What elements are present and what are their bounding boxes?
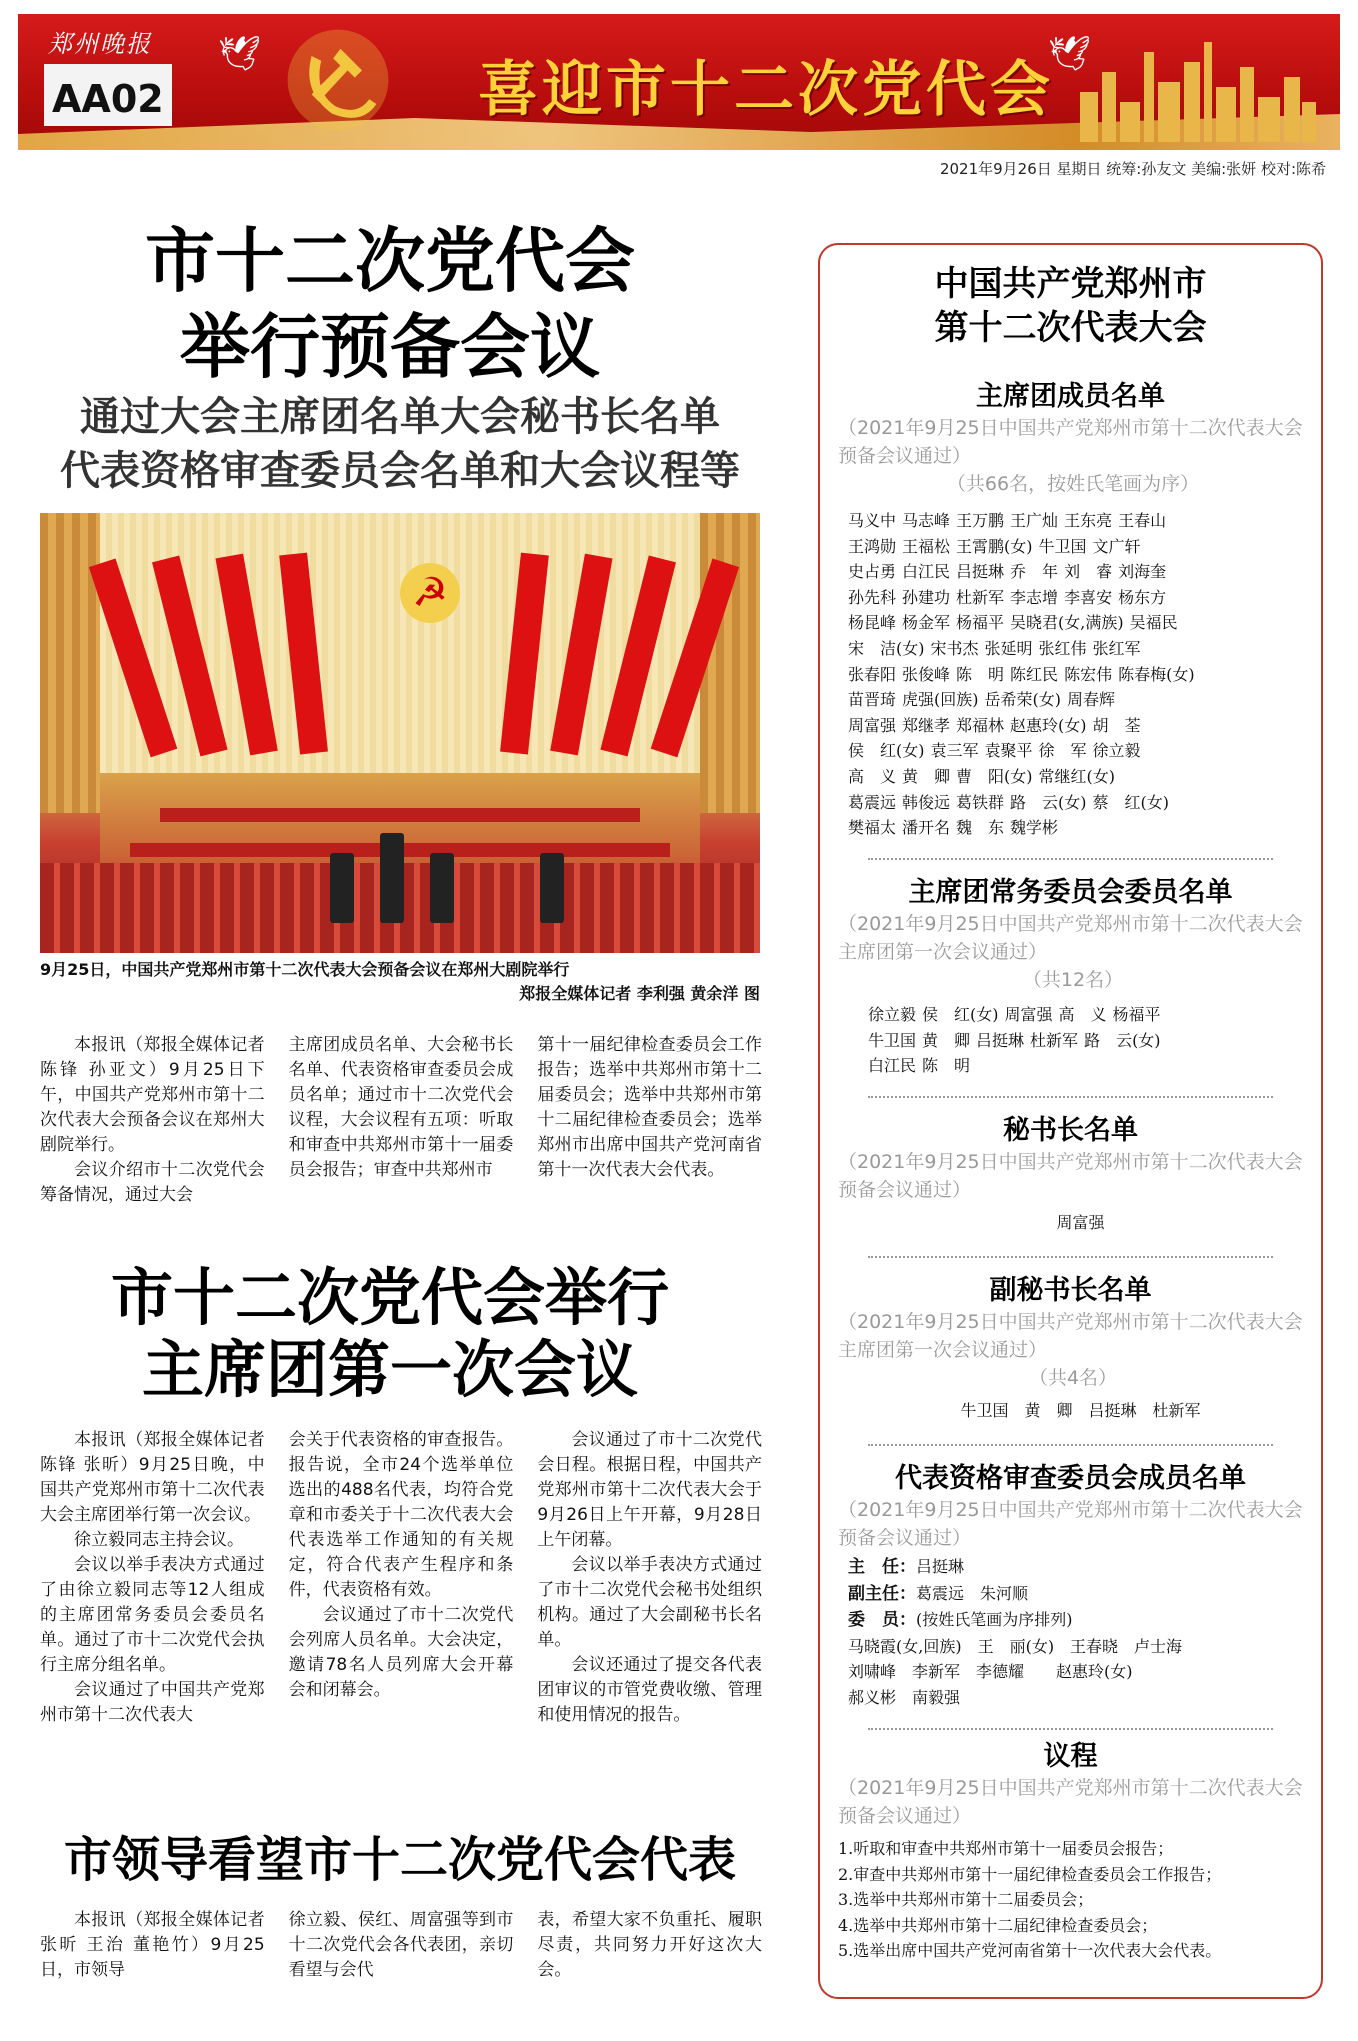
photo-caption <box>40 958 760 1006</box>
article2-para: 会关于代表资格的审查报告。报告说，全市24个选举单位选出的488名代表，均符合党章和市委关于十二次代表大会代表选举工作通知的有关规定，符合代表产生程序和条件，代表资格有效。 <box>288 1430 514 1600</box>
article1-body <box>40 1033 762 1213</box>
sidebar-title <box>818 262 1323 350</box>
deputy-director-label: 副主任： <box>848 1583 916 1604</box>
article1-title-line1: 市十二次党代会 <box>145 219 635 302</box>
article2-para: 会议通过了市十二次党代会列席人员名单。大会决定，邀请78名人员列席大会开幕会和闭幕会。 <box>288 1605 514 1700</box>
person-name: 周春辉 <box>1067 690 1116 710</box>
person-name: 张红伟 <box>1038 638 1087 658</box>
person-name: 侯 红(女) <box>848 741 925 761</box>
header-banner <box>18 14 1340 150</box>
person-name: 陈红民 <box>1010 664 1059 684</box>
name-row <box>848 662 1313 688</box>
photo-credit: 郑报全媒体记者 李利强 黄余洋 图 <box>519 984 760 1003</box>
person-name: 牛卫国 <box>1038 536 1087 556</box>
person-name: 张春阳 <box>848 664 897 684</box>
article2-col3 <box>537 1428 762 1768</box>
agenda-item: 4.选举中共郑州市第十二届纪律检查委员会； <box>838 1915 1158 1935</box>
credentials-list <box>848 1554 1318 1711</box>
deputy-note: （2021年9月25日中国共产党郑州市第十二次代表大会主席团第一次会议通过） <box>838 1311 1303 1361</box>
agenda-title: 议程 <box>1043 1741 1098 1772</box>
name-row <box>848 738 1313 764</box>
presidium-note: （2021年9月25日中国共产党郑州市第十二次代表大会预备会议通过） <box>838 417 1303 467</box>
person-name: 袁三军 <box>930 741 979 761</box>
page-code-prefix: A <box>52 77 82 121</box>
agenda-list <box>838 1836 1318 1964</box>
standing-count: （共12名） <box>1022 969 1124 991</box>
person-name: 徐 军 <box>1038 741 1087 761</box>
name-row <box>848 636 1313 662</box>
person-name: 葛震远 <box>848 792 897 812</box>
sidebar-title-line1: 中国共产党郑州市 <box>934 264 1207 304</box>
members-names: 郝义彬 南毅强 <box>848 1687 961 1707</box>
person-name: 李喜安 <box>1064 587 1113 607</box>
person-name: 刘海奎 <box>1118 562 1167 582</box>
person-name: 孙建功 <box>902 587 951 607</box>
page-code-number: A02 <box>81 77 164 121</box>
person-name: 杨昆峰 <box>848 613 897 633</box>
person-name: 史占勇 <box>848 562 897 582</box>
person-name: 孙先科 <box>848 587 897 607</box>
banner-headline: 喜迎市十二次党代会 <box>478 55 1054 125</box>
article1-para: 主席团成员名单、大会秘书长名单、代表资格审查委员会成员名单；通过市十二次党代会议程，大会议程有五项：听取和审查中共郑州市第十一届委员会报告；审查中共郑州市 <box>288 1035 514 1180</box>
name-row <box>848 713 1313 739</box>
article2-para: 会议通过了市十二次党代会日程。根据日程，中国共产党郑州市第十二次代表大会于9月26日上午开幕，9月28日上午闭幕。 <box>537 1430 763 1550</box>
person-name: 陈 明 <box>956 664 1005 684</box>
article3-para: 本报讯（郑报全媒体记者 张昕 王治 董艳竹）9月25日，市领导 <box>40 1910 265 1980</box>
person-name: 乔 年 <box>1010 562 1059 582</box>
person-name: 杜新军 <box>1030 1030 1079 1050</box>
person-name: 吴福民 <box>1129 613 1178 633</box>
article1-col1 <box>40 1033 265 1213</box>
person-name: 宋书杰 <box>930 638 979 658</box>
person-name: 王东亮 <box>1064 511 1113 530</box>
meeting-hall-photo <box>40 513 760 953</box>
secretary-name: 周富强 <box>1056 1213 1105 1232</box>
article2-title-line2: 主席团第一次会议 <box>141 1333 638 1406</box>
person-name: 文广轩 <box>1092 536 1141 556</box>
page-code <box>44 64 172 126</box>
standing-note: （2021年9月25日中国共产党郑州市第十二次代表大会主席团第一次会议通过） <box>838 913 1303 963</box>
camera-icon <box>380 833 404 923</box>
name-row <box>848 790 1313 816</box>
person-name: 王万鹏 <box>956 511 1005 530</box>
person-name: 葛铁群 <box>956 792 1005 812</box>
director-name: 吕挺琳 <box>916 1557 965 1576</box>
article3-col2 <box>289 1908 514 1988</box>
person-name: 王福松 <box>902 536 951 556</box>
agenda-item: 3.选举中共郑州市第十二届委员会； <box>838 1890 1094 1910</box>
credentials-director-row <box>848 1554 1318 1581</box>
person-name: 曹 阳(女) <box>956 766 1033 786</box>
article1-subtitle-line2: 代表资格审查委员会名单和大会议程等 <box>60 448 740 494</box>
person-name: 徐立毅 <box>868 1005 917 1024</box>
person-name: 黄 卿 <box>922 1030 971 1050</box>
party-emblem-icon <box>278 20 398 140</box>
person-name: 胡 荃 <box>1092 715 1141 735</box>
person-name: 韩俊远 <box>902 792 951 812</box>
photo-caption-text: 9月25日，中国共产党郑州市第十二次代表大会预备会议在郑州大剧院举行 <box>40 960 570 979</box>
person-name: 杨金军 <box>902 613 951 633</box>
person-name: 陈春梅(女) <box>1118 664 1195 684</box>
article3-body <box>40 1908 762 1988</box>
article1-para: 会议介绍市十二次党代会筹备情况，通过大会 <box>40 1160 265 1205</box>
person-name: 苗晋琦 <box>848 690 897 710</box>
members-names: 马晓霞(女,回族) 王 丽(女) 王春晓 卢士海 <box>848 1636 1183 1656</box>
person-name: 陈 明 <box>922 1056 971 1076</box>
credentials-title: 代表资格审查委员会成员名单 <box>895 1463 1246 1494</box>
person-name: 陈宏伟 <box>1064 664 1113 684</box>
article2-para: 会议通过了中国共产党郑州市第十二次代表大 <box>40 1680 265 1725</box>
person-name: 路 云(女) <box>1010 792 1087 812</box>
person-name: 杨福平 <box>956 613 1005 633</box>
article1-para: 第十一届纪律检查委员会工作报告；选举中共郑州市第十二届委员会；选举中共郑州市第十二届纪律检查委员会；选举郑州市出席中国共产党河南省第十一次代表大会代表。 <box>537 1035 763 1180</box>
section-divider <box>868 1728 1273 1730</box>
deputy-title: 副秘书长名单 <box>989 1275 1152 1306</box>
name-row <box>868 1028 1333 1054</box>
deputy-director-names: 葛震远 朱河顺 <box>916 1583 1029 1603</box>
photo-curtain-left <box>40 513 100 813</box>
person-name: 郑继孝 <box>902 715 951 735</box>
person-name: 樊福太 <box>848 818 897 838</box>
person-name: 马义中 <box>848 511 897 530</box>
article1-col2 <box>289 1033 514 1213</box>
article1-title-line2: 举行预备会议 <box>180 305 600 388</box>
presidium-names <box>848 508 1313 841</box>
sidebar-title-line2: 第十二次代表大会 <box>934 308 1207 348</box>
article2-para: 本报讯（郑报全媒体记者 陈锋 张昕）9月25日晚，中国共产党郑州市第十二次代表大会主席团举行第一次会议。 <box>40 1430 265 1525</box>
camera-icon <box>330 853 354 923</box>
secretary-title: 秘书长名单 <box>1003 1115 1138 1146</box>
name-row <box>848 508 1313 534</box>
members-names: 刘啸峰 李新军 李德耀 赵惠玲(女) <box>848 1662 1133 1682</box>
name-row <box>848 610 1313 636</box>
article2-para: 会议还通过了提交各代表团审议的市管党费收缴、管理和使用情况的报告。 <box>537 1655 763 1725</box>
article2-col1 <box>40 1428 265 1768</box>
secretary-note: （2021年9月25日中国共产党郑州市第十二次代表大会预备会议通过） <box>838 1151 1303 1201</box>
person-name: 刘 睿 <box>1064 562 1113 582</box>
article1-para: 本报讯（郑报全媒体记者 陈锋 孙亚文）9月25日下午，中国共产党郑州市第十二次代表大会预备会议在郑州大剧院举行。 <box>40 1035 265 1155</box>
person-name: 高 义 <box>848 766 897 786</box>
article3-col1 <box>40 1908 265 1988</box>
camera-icon <box>540 853 564 923</box>
dateline: 2021年9月26日 星期日 统筹:孙友文 美编:张妍 校对:陈希 <box>939 160 1326 178</box>
person-name: 黄 卿 <box>902 766 951 786</box>
article1-subtitle <box>30 390 770 498</box>
standing-names <box>868 1002 1333 1079</box>
agenda-item: 1.听取和审查中共郑州市第十一届委员会报告； <box>838 1839 1174 1858</box>
person-name: 马志峰 <box>902 511 951 530</box>
person-name: 王春山 <box>1118 511 1167 530</box>
article2-body <box>40 1428 762 1768</box>
camera-icon <box>430 853 454 923</box>
section-divider <box>868 1256 1273 1258</box>
person-name: 蔡 红(女) <box>1092 792 1170 812</box>
presidium-table <box>160 808 640 822</box>
members-label: 委 员： <box>848 1610 916 1631</box>
person-name: 牛卫国 <box>868 1030 917 1050</box>
deputy-names: 牛卫国 黄 卿 吕挺琳 杜新军 <box>960 1401 1201 1420</box>
person-name: 张俊峰 <box>902 664 951 684</box>
person-name: 吴晓君(女,满族) <box>1010 613 1124 633</box>
name-row <box>848 585 1313 611</box>
person-name: 岳希荣(女) <box>984 690 1062 710</box>
article2-col2 <box>289 1428 514 1768</box>
director-label: 主 任： <box>848 1557 916 1577</box>
stage-emblem-icon: ☭ <box>400 563 460 623</box>
agenda-item: 5.选举出席中国共产党河南省第十一次代表大会代表。 <box>838 1941 1222 1961</box>
article2-title-line1: 市十二次党代会举行 <box>110 1261 669 1334</box>
name-row <box>848 534 1313 560</box>
credentials-note: （2021年9月25日中国共产党郑州市第十二次代表大会预备会议通过） <box>838 1499 1303 1549</box>
person-name: 潘开名 <box>902 818 951 838</box>
deputy-count: （共4名） <box>1028 1367 1118 1389</box>
credentials-deputy-row <box>848 1581 1318 1608</box>
dove-icon: 🕊 <box>1048 34 1092 74</box>
person-name: 路 云(女) <box>1084 1030 1161 1050</box>
person-name: 王广灿 <box>1010 511 1059 530</box>
credentials-members-row <box>848 1607 1318 1634</box>
paper-name-logo: 郑州晚报 <box>48 30 152 58</box>
person-name: 吕挺琳 <box>976 1030 1025 1050</box>
person-name: 侯 红(女) <box>922 1005 999 1024</box>
section-divider <box>868 858 1273 860</box>
article3-title: 市领导看望市十二次党代会代表 <box>63 1832 736 1888</box>
person-name: 白江民 <box>868 1056 917 1076</box>
person-name: 郑福林 <box>956 715 1005 735</box>
person-name: 周富强 <box>848 715 897 735</box>
standing-title: 主席团常务委员会委员名单 <box>908 877 1233 908</box>
person-name: 李志增 <box>1010 587 1059 607</box>
person-name: 虎强(回族) <box>902 690 979 710</box>
presidium-count: （共66名，按姓氏笔画为序） <box>946 473 1200 495</box>
agenda-item: 2.审查中共郑州市第十一届纪律检查委员会工作报告； <box>838 1864 1222 1884</box>
photo-curtain-right <box>700 513 760 813</box>
section-divider <box>868 1444 1273 1446</box>
presidium-title: 主席团成员名单 <box>976 381 1165 412</box>
name-row <box>848 559 1313 585</box>
person-name: 杜新军 <box>956 587 1005 607</box>
person-name: 吕挺琳 <box>956 562 1005 582</box>
section-divider <box>868 1096 1273 1098</box>
agenda-note: （2021年9月25日中国共产党郑州市第十二次代表大会预备会议通过） <box>838 1777 1303 1827</box>
name-row <box>868 1053 1333 1079</box>
person-name: 魏 东 <box>956 818 1005 838</box>
article2-title <box>40 1262 740 1406</box>
article3-para: 徐立毅、侯红、周富强等到市十二次党代会各代表团，亲切看望与会代 <box>288 1910 514 1980</box>
person-name: 赵惠玲(女) <box>1010 715 1087 735</box>
article1-title <box>40 218 740 390</box>
person-name: 徐立毅 <box>1092 741 1141 761</box>
name-row <box>868 1002 1333 1028</box>
article1-col3 <box>537 1033 762 1213</box>
person-name: 魏学彬 <box>1010 818 1059 838</box>
person-name: 常继红(女) <box>1038 766 1116 786</box>
name-row <box>848 764 1313 790</box>
members-note: (按姓氏笔画为序排列) <box>916 1610 1073 1630</box>
person-name: 高 义 <box>1058 1005 1107 1024</box>
person-name: 王霄鹏(女) <box>956 536 1033 556</box>
dove-icon: 🕊 <box>218 34 262 74</box>
article2-para: 徐立毅同志主持会议。 <box>74 1530 244 1550</box>
article2-para: 会议以举手表决方式通过了市十二次党代会秘书处组织机构。通过了大会副秘书长名单。 <box>537 1555 763 1650</box>
person-name: 袁聚平 <box>984 741 1033 761</box>
person-name: 张延明 <box>984 638 1033 658</box>
person-name: 周富强 <box>1004 1005 1053 1024</box>
article3-col3 <box>537 1908 762 1988</box>
city-skyline-icon <box>1070 32 1320 142</box>
person-name: 杨东方 <box>1118 587 1167 607</box>
article2-para: 会议以举手表决方式通过了由徐立毅同志等12人组成的主席团常务委员会委员名单。通过了市十二次党代会执行主席分组名单。 <box>40 1555 265 1675</box>
name-row <box>848 815 1313 841</box>
person-name: 宋 洁(女) <box>848 638 925 658</box>
person-name: 张红军 <box>1092 638 1141 658</box>
article3-para: 表，希望大家不负重托、履职尽责，共同努力开好这次大会。 <box>537 1910 763 1980</box>
person-name: 白江民 <box>902 562 951 582</box>
person-name: 王鸿勋 <box>848 536 897 556</box>
person-name: 杨福平 <box>1112 1005 1161 1024</box>
article1-subtitle-line1: 通过大会主席团名单大会秘书长名单 <box>80 394 720 440</box>
name-row <box>848 687 1313 713</box>
